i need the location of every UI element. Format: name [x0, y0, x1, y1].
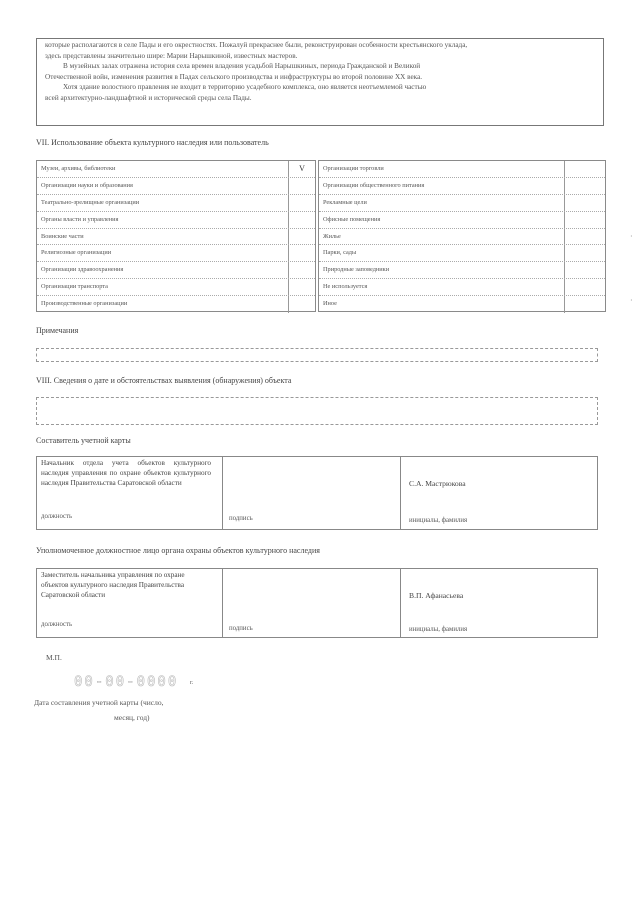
usage-checkbox[interactable] — [288, 245, 315, 261]
usage-checkbox[interactable]: V — [288, 161, 315, 177]
usage-checkbox[interactable] — [288, 195, 315, 211]
official-signature-cell[interactable] — [223, 569, 401, 637]
usage-label: Иное — [323, 300, 337, 308]
compiler-title: Составитель учетной карты — [36, 436, 131, 445]
description-text-box — [36, 38, 604, 126]
description-line: В музейных залах отражена история села времен владения усадьбой Нарышкиных, периода Гражданской и Великой — [63, 62, 421, 71]
signature-caption: подпись — [229, 515, 253, 522]
official-title: Уполномоченное должностное лицо органа охраны объектов культурного наследия — [36, 546, 320, 555]
date-field[interactable] — [74, 671, 192, 693]
usage-label: Организации общественного питания — [323, 181, 425, 189]
description-line: Отечественной войн, изменения развития в Падах сельского производства и инфраструктуры во второй половине XX века. — [45, 72, 423, 81]
usage-checkbox[interactable] — [564, 229, 605, 245]
notes-label: Примечания — [36, 326, 79, 335]
usage-row — [319, 296, 605, 313]
usage-checkbox[interactable] — [564, 245, 605, 261]
usage-row — [319, 245, 605, 262]
usage-checkbox[interactable] — [564, 262, 605, 278]
official-name: В.П. Афанасьева — [409, 591, 464, 600]
name-caption: инициалы, фамилия — [409, 517, 468, 524]
official-signature-table — [36, 568, 598, 638]
usage-row — [37, 245, 315, 262]
discovery-field[interactable] — [36, 397, 598, 425]
margin-mark: · — [630, 232, 633, 241]
date-suffix: г. — [190, 680, 194, 686]
official-name-cell — [401, 569, 597, 637]
usage-row — [37, 178, 315, 195]
margin-mark: · — [630, 296, 633, 305]
usage-label: Организации торговли — [323, 165, 384, 172]
compiler-name-cell — [401, 457, 597, 529]
description-line: которые располагаются в селе Пады и его окрестностях. Пожалуй прекраснее были, реконструирован особенности крестьянского уклада, — [45, 41, 468, 49]
official-position: Заместитель начальника управления по охране объектов культурного наследия Правительства Саратовской области — [41, 571, 185, 599]
usage-row — [319, 262, 605, 279]
usage-column-right — [318, 160, 606, 312]
usage-checkbox[interactable] — [288, 178, 315, 194]
usage-row — [37, 195, 315, 212]
usage-grid — [36, 160, 606, 312]
usage-label: Органы власти и управления — [41, 215, 119, 223]
usage-checkbox[interactable] — [564, 279, 605, 295]
usage-label: Рекламные цели — [323, 198, 367, 206]
usage-row — [37, 296, 315, 313]
usage-row — [319, 178, 605, 195]
date-caption: месяц, год) — [114, 713, 150, 722]
usage-label: Организации транспорта — [41, 283, 108, 291]
usage-checkbox[interactable] — [288, 296, 315, 313]
usage-row — [319, 195, 605, 212]
compiler-position: Начальник отдела учета объектов культурного наследия управления по охране объектов культурного наследия Правительства Саратовской области — [41, 459, 211, 487]
date-caption: Дата составления учетной карты (число, — [34, 698, 164, 707]
usage-row — [319, 161, 605, 178]
usage-checkbox[interactable] — [564, 195, 605, 211]
usage-row — [319, 279, 605, 296]
usage-checkbox[interactable] — [288, 262, 315, 278]
usage-row — [319, 229, 605, 246]
usage-row — [319, 212, 605, 229]
stamp-label: М.П. — [46, 653, 62, 662]
usage-label: Организации науки и образования — [41, 181, 133, 189]
usage-label: Производственные организации — [41, 300, 128, 308]
usage-checkbox[interactable] — [564, 178, 605, 194]
section-7-title: VII. Использование объекта культурного наследия или пользователь — [36, 138, 269, 147]
usage-label: Театрально-зрелищные организации — [41, 198, 140, 206]
usage-checkbox[interactable] — [288, 229, 315, 245]
usage-row — [37, 279, 315, 296]
usage-checkbox[interactable] — [564, 212, 605, 228]
official-position-cell — [37, 569, 223, 637]
usage-checkbox[interactable] — [288, 279, 315, 295]
compiler-name: С.А. Мастрюкова — [409, 479, 466, 488]
usage-label: Офисные помещения — [323, 215, 381, 223]
signature-caption: подпись — [229, 625, 253, 632]
usage-row — [37, 229, 315, 246]
usage-row — [37, 212, 315, 229]
description-line: всей архитектурно-ландшафтной и исторической среды села Пады. — [45, 93, 252, 102]
section-8-title: VIII. Сведения о дате и обстоятельствах выявления (обнаружения) объекта — [36, 376, 292, 385]
compiler-signature-table — [36, 456, 598, 530]
position-caption: должность — [41, 513, 73, 520]
compiler-signature-cell[interactable] — [223, 457, 401, 529]
usage-label: Религиозные организации — [41, 249, 112, 257]
usage-row — [37, 262, 315, 279]
date-value: 00-00-0000 — [74, 674, 179, 690]
usage-label: Воинские части — [41, 232, 84, 240]
usage-label: Не используется — [323, 283, 368, 291]
usage-row — [37, 161, 315, 178]
usage-checkbox[interactable] — [288, 212, 315, 228]
compiler-position-cell — [37, 457, 223, 529]
usage-label: Организации здравоохранения — [41, 266, 124, 274]
usage-label: Парки, сады — [323, 249, 357, 257]
description-line: здесь представлены значительно шире: Марии Нарышкиной, известных мастеров. — [45, 51, 298, 60]
notes-field[interactable] — [36, 348, 598, 362]
usage-label: Природные заповедники — [323, 266, 390, 274]
usage-column-left — [36, 160, 316, 312]
name-caption: инициалы, фамилия — [409, 626, 468, 633]
description-line: Хотя здание волостного правления не входит в территорию усадебного комплекса, оно является неотъемлемой частью — [63, 83, 427, 92]
position-caption: должность — [41, 621, 73, 628]
usage-label: Музеи, архивы, библиотеки — [41, 165, 116, 172]
usage-checkbox[interactable] — [564, 161, 605, 177]
usage-checkbox[interactable] — [564, 296, 605, 313]
usage-label: Жилье — [323, 232, 341, 240]
